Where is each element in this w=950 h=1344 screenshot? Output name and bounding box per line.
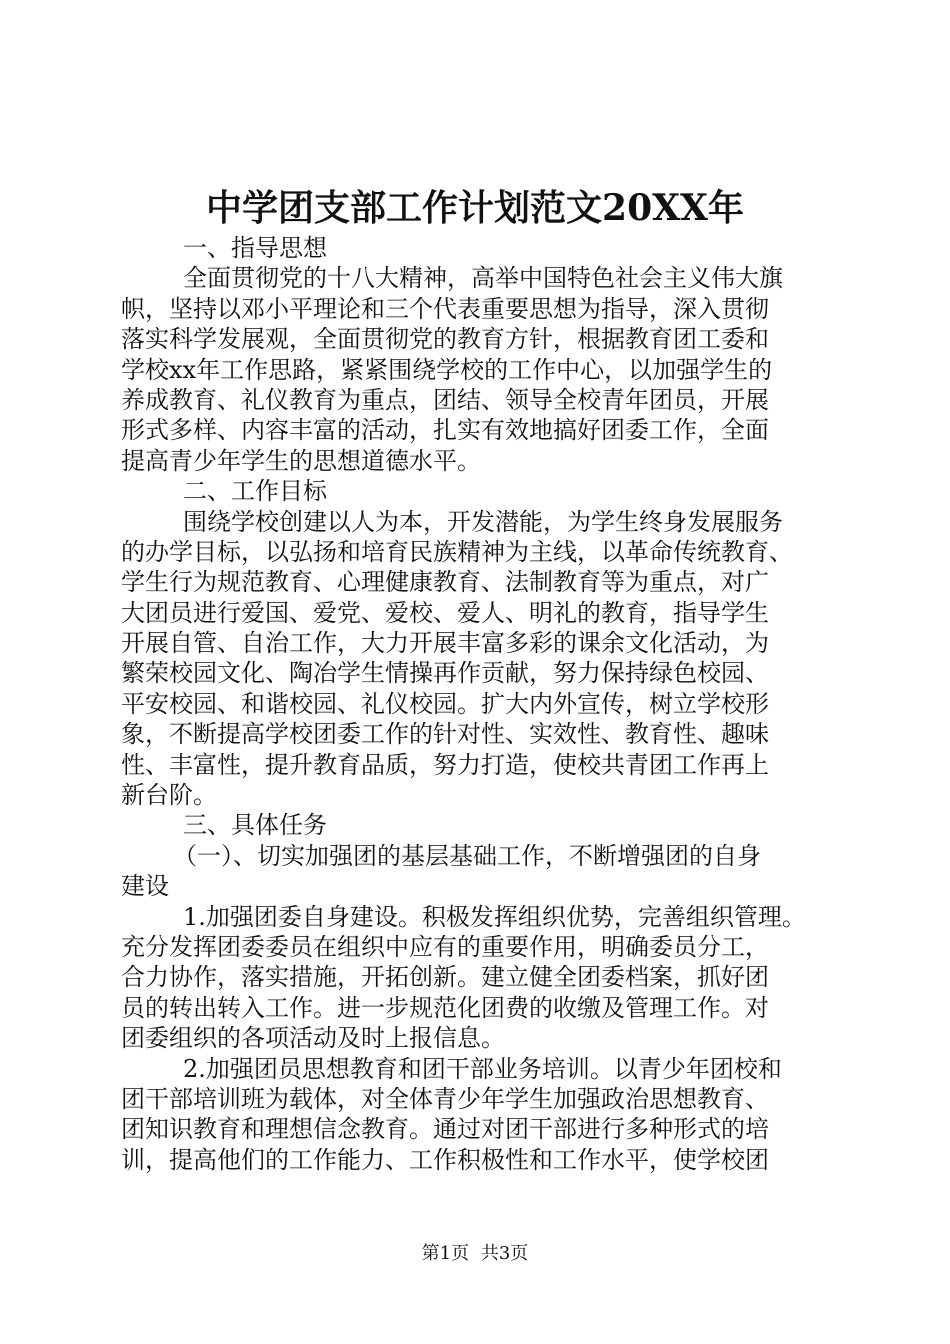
paragraph-line: 形式多样、内容丰富的活动，扎实有效地搞好团委工作，全面 bbox=[121, 416, 769, 445]
page-number: 第1页 bbox=[421, 1243, 470, 1264]
paragraph-line: 性、丰富性，提升教育品质，努力打造，使校共青团工作再上 bbox=[121, 750, 769, 779]
section-heading-guiding-ideology: 一、指导思想 bbox=[183, 234, 327, 262]
subsection-heading: （一）、切实加强团的基层基础工作，不断增强团的自身 bbox=[173, 841, 761, 870]
document-title: 中学团支部工作计划范文20XX年 bbox=[206, 187, 744, 229]
paragraph-line: 训，提高他们的工作能力、工作积极性和工作水平，使学校团 bbox=[121, 1145, 769, 1174]
paragraph-line: 落实科学发展观，全面贯彻党的教育方针，根据教育团工委和 bbox=[121, 325, 769, 354]
paragraph-line: 新台阶。 bbox=[121, 781, 217, 810]
paragraph-line: 团知识教育和理想信念教育。通过对团干部进行多种形式的培 bbox=[121, 1115, 769, 1144]
page-total: 共3页 bbox=[480, 1243, 529, 1264]
document-body bbox=[121, 233, 833, 1175]
paragraph-line: 员的转出转入工作。进一步规范化团费的收缴及管理工作。对 bbox=[121, 993, 769, 1022]
paragraph-line: 充分发挥团委委员在组织中应有的重要作用，明确委员分工， bbox=[121, 932, 769, 961]
paragraph-line: 全面贯彻党的十八大精神，高举中国特色社会主义伟大旗 bbox=[183, 264, 783, 293]
subsection-heading-continued: 建设 bbox=[121, 872, 169, 901]
paragraph-line: 2.加强团员思想教育和团干部业务培训。以青少年团校和 bbox=[183, 1054, 782, 1083]
paragraph-line: 合力协作，落实措施，开拓创新。建立健全团委档案，抓好团 bbox=[121, 963, 769, 992]
paragraph-line: 学生行为规范教育、心理健康教育、法制教育等为重点，对广 bbox=[121, 568, 769, 597]
page-footer bbox=[0, 1242, 950, 1266]
section-heading-specific-tasks: 三、具体任务 bbox=[183, 811, 327, 840]
section-heading-work-goals: 二、工作目标 bbox=[183, 477, 327, 506]
paragraph-line: 开展自管、自治工作，大力开展丰富多彩的课余文化活动，为 bbox=[121, 629, 769, 658]
paragraph-line: 1.加强团委自身建设。积极发挥组织优势，完善组织管理。 bbox=[183, 902, 806, 931]
paragraph-line: 帜，坚持以邓小平理论和三个代表重要思想为指导，深入贯彻 bbox=[121, 294, 769, 323]
paragraph-line: 养成教育、礼仪教育为重点，团结、领导全校青年团员，开展 bbox=[121, 385, 769, 414]
paragraph-line: 围绕学校创建以人为本，开发潜能，为学生终身发展服务 bbox=[183, 507, 783, 536]
paragraph-line: 团干部培训班为载体，对全体青少年学生加强政治思想教育、 bbox=[121, 1084, 769, 1113]
paragraph-line: 象，不断提高学校团委工作的针对性、实效性、教育性、趣味 bbox=[121, 720, 769, 749]
paragraph-line: 繁荣校园文化、陶冶学生情操再作贡献，努力保持绿色校园、 bbox=[121, 659, 769, 688]
paragraph-line: 的办学目标，以弘扬和培育民族精神为主线，以革命传统教育、 bbox=[121, 537, 793, 566]
paragraph-line: 平安校园、和谐校园、礼仪校园。扩大内外宣传，树立学校形 bbox=[121, 689, 769, 718]
paragraph-line: 提高青少年学生的思想道德水平。 bbox=[121, 446, 481, 475]
paragraph-line: 学校xx年工作思路，紧紧围绕学校的工作中心，以加强学生的 bbox=[121, 355, 773, 384]
paragraph-line: 团委组织的各项活动及时上报信息。 bbox=[121, 1024, 505, 1053]
paragraph-line: 大团员进行爱国、爱党、爱校、爱人、明礼的教育，指导学生 bbox=[121, 598, 769, 627]
